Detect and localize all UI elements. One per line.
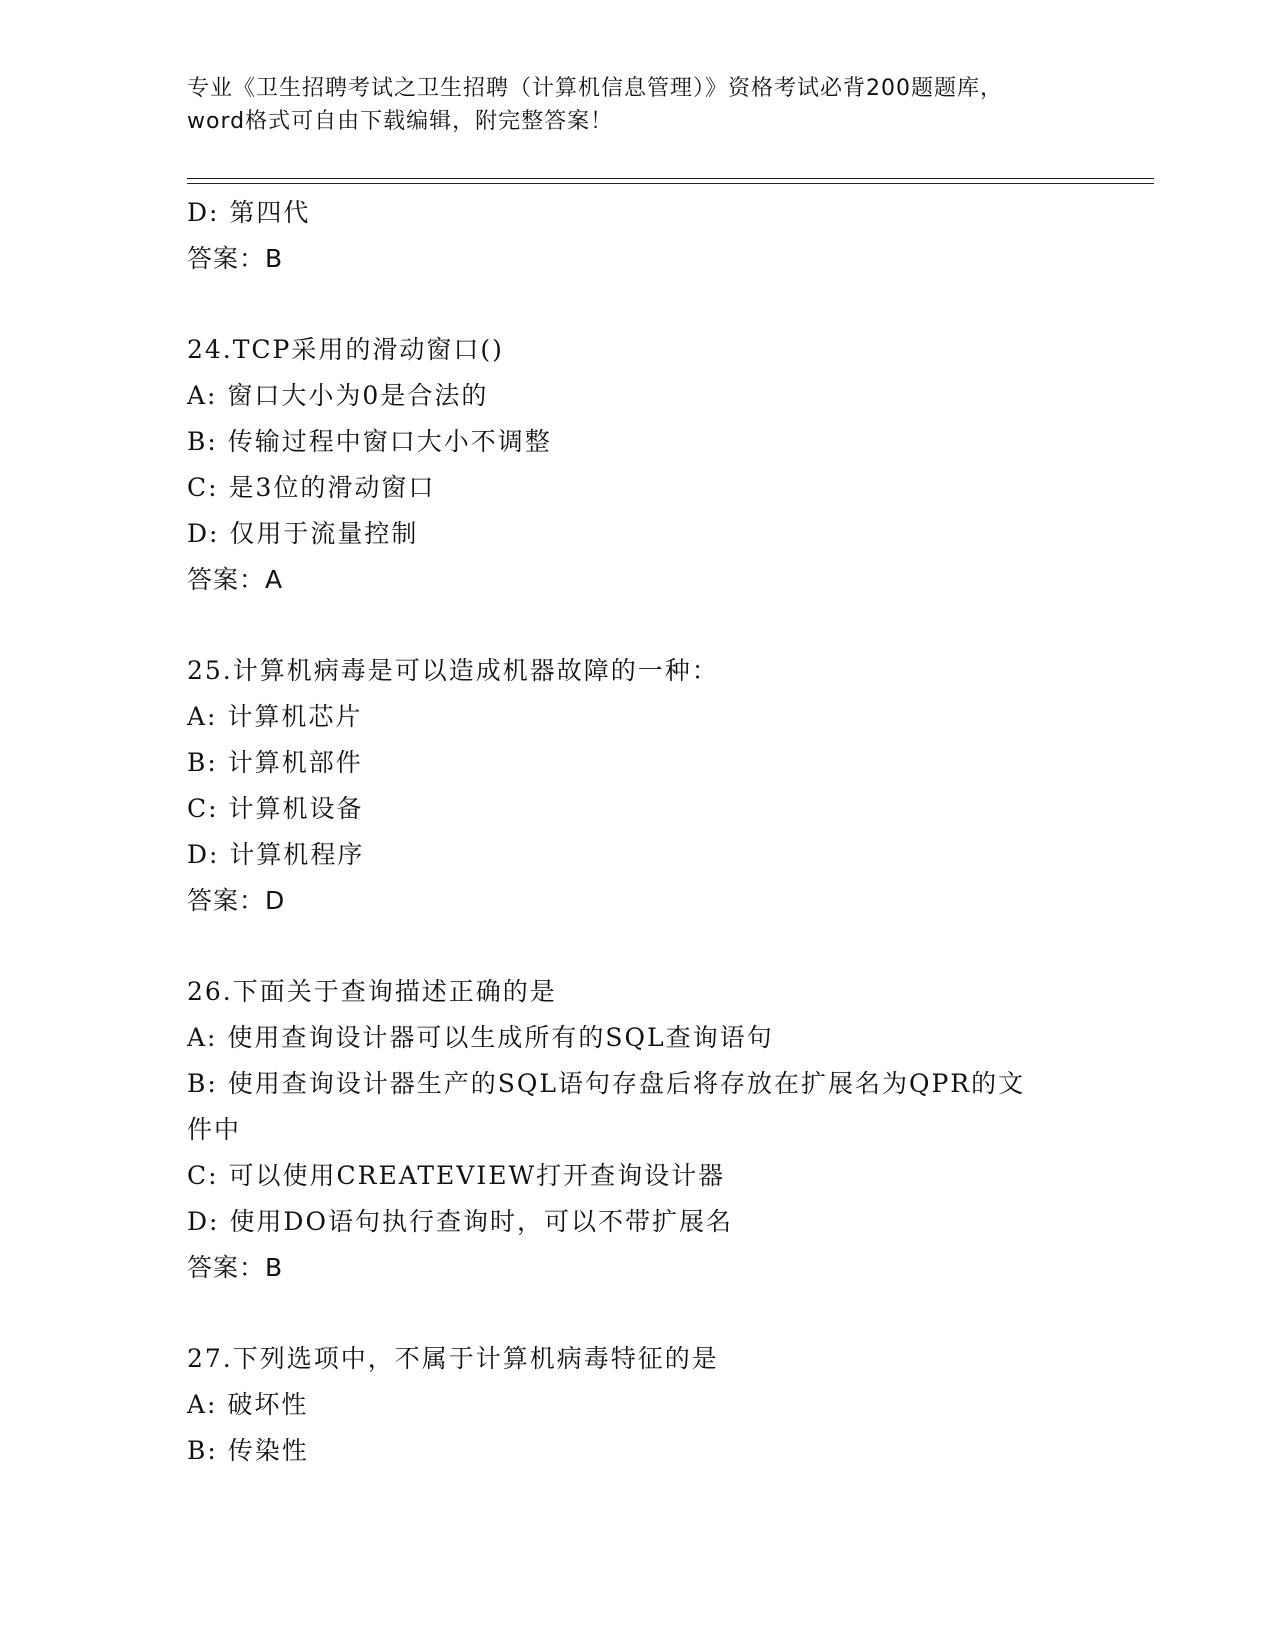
option-a: A: 计算机芯片 <box>187 702 363 731</box>
document-header <box>187 72 1087 138</box>
header-divider-top <box>187 178 1154 179</box>
question-text: 26.下面关于查询描述正确的是 <box>187 977 557 1006</box>
option-b-continuation: 件中 <box>187 1115 242 1144</box>
option-c: C: 可以使用CREATEVIEW打开查询设计器 <box>187 1161 726 1190</box>
answer-label: 答案：B <box>187 244 284 273</box>
question-block-24 <box>187 327 1087 603</box>
question-text: 25.计算机病毒是可以造成机器故障的一种： <box>187 656 719 685</box>
answer-label: 答案：D <box>187 886 286 915</box>
option-a: A: 窗口大小为0是合法的 <box>187 381 489 410</box>
option-c: C: 是3位的滑动窗口 <box>187 473 436 502</box>
answer-label: 答案：A <box>187 565 284 594</box>
spacer <box>187 1291 1087 1336</box>
question-block-26 <box>187 969 1087 1291</box>
option-d: D: 计算机程序 <box>187 840 365 869</box>
option-d: D: 使用DO语句执行查询时，可以不带扩展名 <box>187 1207 733 1236</box>
spacer <box>187 603 1087 648</box>
answer-label: 答案：B <box>187 1253 284 1282</box>
option-a: A: 破坏性 <box>187 1390 309 1419</box>
option-c: C: 计算机设备 <box>187 794 364 823</box>
question-list <box>187 190 1087 1474</box>
option-b: B: 传输过程中窗口大小不调整 <box>187 427 552 456</box>
question-text: 27.下列选项中，不属于计算机病毒特征的是 <box>187 1344 719 1373</box>
spacer <box>187 282 1087 327</box>
header-title-line-1: 专业《卫生招聘考试之卫生招聘（计算机信息管理）》资格考试必背200题题库， <box>187 76 1003 101</box>
header-title-line-2: word格式可自由下载编辑，附完整答案！ <box>187 109 614 134</box>
question-block-prev <box>187 190 1087 282</box>
header-divider-bottom <box>187 183 1154 184</box>
question-block-25 <box>187 648 1087 924</box>
option-b: B: 使用查询设计器生产的SQL语句存盘后将存放在扩展名为QPR的文 <box>187 1069 1026 1098</box>
option-b: B: 计算机部件 <box>187 748 363 777</box>
question-block-27 <box>187 1336 1087 1474</box>
question-text: 24.TCP采用的滑动窗口() <box>187 335 504 364</box>
option-b: B: 传染性 <box>187 1436 309 1465</box>
spacer <box>187 924 1087 969</box>
option-d: D: 仅用于流量控制 <box>187 519 419 548</box>
option-d: D: 第四代 <box>187 198 311 227</box>
option-a: A: 使用查询设计器可以生成所有的SQL查询语句 <box>187 1023 774 1052</box>
